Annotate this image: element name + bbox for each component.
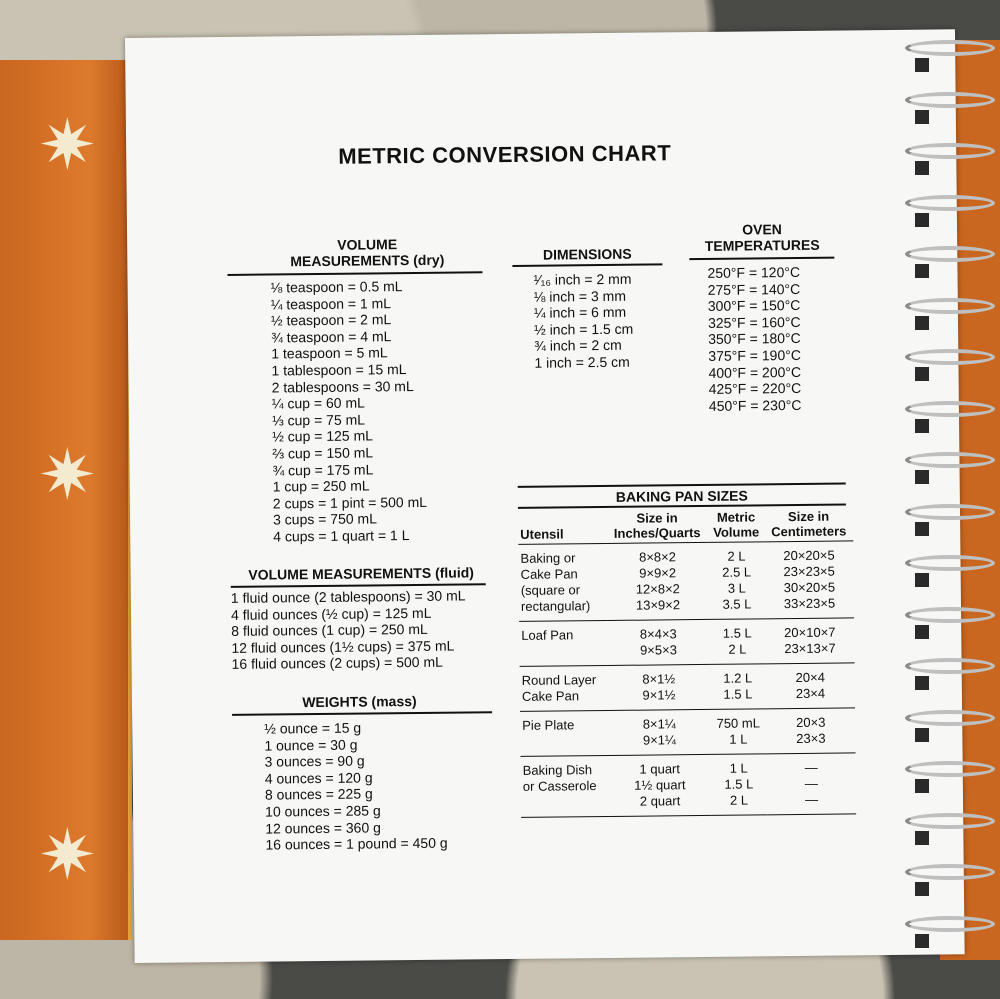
star-icon: ✷ — [38, 106, 97, 184]
table-cell: — — — — [767, 753, 857, 815]
spiral-ring — [905, 607, 995, 623]
punch-hole — [915, 213, 929, 227]
conversion-item: ¾ teaspoon = 4 mL — [271, 328, 392, 346]
divider — [512, 263, 662, 267]
column-header: Size in Inches/Quarts — [606, 510, 708, 544]
page-title: METRIC CONVERSION CHART — [338, 140, 672, 169]
spiral-ring — [905, 452, 995, 468]
conversion-item: 350°F = 180°C — [708, 330, 801, 348]
table-cell: Round Layer Cake Pan — [520, 665, 609, 711]
punch-hole — [915, 58, 929, 72]
punch-hole — [915, 831, 929, 845]
table-row — [519, 618, 854, 667]
spiral-ring — [905, 143, 995, 159]
spiral-ring — [905, 40, 995, 56]
spiral-ring — [905, 246, 995, 262]
conversion-item: 12 fluid ounces (1½ cups) = 375 mL — [231, 637, 455, 656]
spiral-ring — [905, 298, 995, 314]
table-cell: 20×3 23×3 — [766, 708, 855, 754]
conversion-item: ¼ teaspoon = 1 mL — [270, 294, 392, 313]
conversion-item: ½ teaspoon = 2 mL — [270, 311, 392, 329]
conversion-item: ½ ounce = 15 g — [264, 719, 362, 737]
table-cell: 8×1¼ 9×1¼ — [608, 709, 710, 755]
table-cell: 2 L 2.5 L 3 L 3.5 L — [708, 542, 765, 620]
column-header: Size in Centimeters — [764, 508, 853, 541]
table-row — [521, 753, 857, 818]
spiral-ring — [905, 658, 995, 674]
table-cell: 1.5 L 2 L — [709, 619, 766, 665]
conversion-item: 3 cups = 750 mL — [272, 510, 378, 528]
volume-dry-heading: VOLUME MEASUREMENTS (dry) — [290, 236, 445, 270]
conversion-item: 10 ounces = 285 g — [265, 802, 381, 820]
table-cell: Baking Dish or Casserole — [521, 755, 610, 817]
star-icon: ✷ — [38, 436, 97, 514]
weights-list — [264, 719, 448, 854]
table-cell: 8×1½ 9×1½ — [608, 664, 710, 710]
spiral-binding — [905, 30, 1000, 960]
baking-pan-table — [518, 508, 856, 817]
table-cell: 20×10×7 23×13×7 — [765, 618, 854, 664]
oven-heading: OVEN TEMPERATURES — [704, 221, 820, 254]
conversion-item: ¼ cup = 60 mL — [271, 394, 365, 412]
table-cell: 8×4×3 9×5×3 — [607, 619, 709, 665]
punch-hole — [915, 676, 929, 690]
volume-fluid-list — [231, 587, 467, 672]
conversion-item: 1 ounce = 30 g — [264, 736, 358, 754]
punch-hole — [915, 934, 929, 948]
punch-hole — [915, 316, 929, 330]
punch-hole — [915, 728, 929, 742]
divider — [689, 257, 834, 261]
spiral-ring — [905, 813, 995, 829]
cookbook-page — [125, 29, 965, 963]
conversion-item: 4 cups = 1 quart = 1 L — [273, 526, 410, 545]
conversion-item: 425°F = 220°C — [708, 380, 802, 398]
spiral-ring — [905, 401, 995, 417]
punch-hole — [915, 161, 929, 175]
punch-hole — [915, 779, 929, 793]
punch-hole — [915, 573, 929, 587]
table-cell: 1 quart 1½ quart 2 quart — [609, 754, 711, 816]
conversion-item: 400°F = 200°C — [708, 363, 802, 381]
spiral-ring — [905, 710, 995, 726]
weights-heading: WEIGHTS (mass) — [302, 692, 417, 711]
dimensions-heading: DIMENSIONS — [542, 245, 632, 263]
table-cell: 8×8×2 9×9×2 12×8×2 13×9×2 — [606, 542, 709, 620]
column-header: Metric Volume — [708, 509, 764, 542]
spiral-ring — [905, 92, 995, 108]
table-cell: 750 mL 1 L — [710, 709, 767, 755]
dimensions-list — [533, 271, 633, 372]
conversion-item: 375°F = 190°C — [708, 346, 801, 364]
conversion-item: 2 cups = 1 pint = 500 mL — [272, 493, 428, 512]
conversion-item: ½ inch = 1.5 cm — [533, 320, 634, 338]
conversion-item: 1 fluid ounce (2 tablespoons) = 30 mL — [230, 587, 466, 606]
table-cell: 1.2 L 1.5 L — [710, 664, 767, 710]
conversion-item: ⅓ cup = 75 mL — [271, 411, 366, 429]
conversion-item: 2 tablespoons = 30 mL — [271, 377, 414, 396]
spiral-ring — [905, 555, 995, 571]
punch-hole — [915, 470, 929, 484]
conversion-item: 1 tablespoon = 15 mL — [271, 361, 407, 379]
conversion-item: 16 fluid ounces (2 cups) = 500 mL — [231, 654, 443, 673]
conversion-item: ¹⁄₁₆ inch = 2 mm — [533, 270, 632, 288]
conversion-item: 12 ounces = 360 g — [265, 818, 381, 837]
table-cell: 1 L 1.5 L 2 L — [710, 754, 767, 816]
oven-list — [707, 264, 801, 414]
punch-hole — [915, 882, 929, 896]
conversion-item: 275°F = 140°C — [707, 280, 801, 298]
conversion-item: ⅛ inch = 3 mm — [533, 287, 627, 305]
conversion-item: ⅛ teaspoon = 0.5 mL — [270, 278, 403, 296]
divider — [227, 271, 482, 276]
conversion-item: 3 ounces = 90 g — [264, 752, 365, 770]
punch-hole — [915, 264, 929, 278]
table-cell: 20×4 23×4 — [766, 663, 855, 709]
conversion-item: 1 inch = 2.5 cm — [534, 353, 630, 371]
divider — [232, 711, 492, 716]
conversion-item: 300°F = 150°C — [707, 297, 801, 315]
conversion-item: ½ cup = 125 mL — [272, 427, 374, 445]
baking-heading: BAKING PAN SIZES — [615, 487, 748, 505]
conversion-item: ⅔ cup = 150 mL — [272, 444, 374, 462]
column-header: Utensil — [518, 511, 606, 544]
punch-hole — [915, 522, 929, 536]
spiral-ring — [905, 864, 995, 880]
conversion-item: ¼ inch = 6 mm — [533, 303, 627, 321]
spiral-ring — [905, 195, 995, 211]
book-cover-left — [0, 60, 132, 940]
conversion-item: 250°F = 120°C — [707, 263, 801, 281]
spiral-ring — [905, 916, 995, 932]
conversion-item: ¾ cup = 175 mL — [272, 460, 374, 479]
spiral-ring — [905, 761, 995, 777]
punch-hole — [915, 625, 929, 639]
spiral-ring — [905, 349, 995, 365]
volume-dry-list — [271, 278, 428, 545]
star-icon: ✷ — [38, 816, 97, 894]
table-row — [520, 663, 855, 712]
table-row — [520, 708, 855, 757]
spiral-ring — [905, 504, 995, 520]
conversion-item: 1 cup = 250 mL — [272, 477, 370, 495]
punch-hole — [915, 419, 929, 433]
table-cell: 20×20×5 23×23×5 30×20×5 33×23×5 — [764, 541, 854, 619]
conversion-item: 4 fluid ounces (½ cup) = 125 mL — [230, 604, 432, 623]
table-cell: Baking or Cake Pan (square or rectangular) — [518, 543, 607, 621]
conversion-item: 325°F = 160°C — [707, 313, 801, 331]
table-cell: Pie Plate — [520, 710, 609, 756]
conversion-item: ¾ inch = 2 cm — [534, 337, 622, 355]
punch-hole — [915, 367, 929, 381]
punch-hole — [915, 110, 929, 124]
table-cell: Loaf Pan — [519, 620, 608, 666]
conversion-item: 16 ounces = 1 pound = 450 g — [265, 834, 448, 853]
volume-fluid-heading: VOLUME MEASUREMENTS (fluid) — [248, 564, 474, 583]
conversion-item: 450°F = 230°C — [708, 396, 802, 414]
conversion-item: 8 fluid ounces (1 cup) = 250 mL — [231, 621, 428, 640]
table-row — [518, 541, 854, 622]
conversion-item: 1 teaspoon = 5 mL — [271, 344, 388, 362]
conversion-item: 4 ounces = 120 g — [264, 769, 373, 787]
conversion-item: 8 ounces = 225 g — [264, 785, 373, 803]
